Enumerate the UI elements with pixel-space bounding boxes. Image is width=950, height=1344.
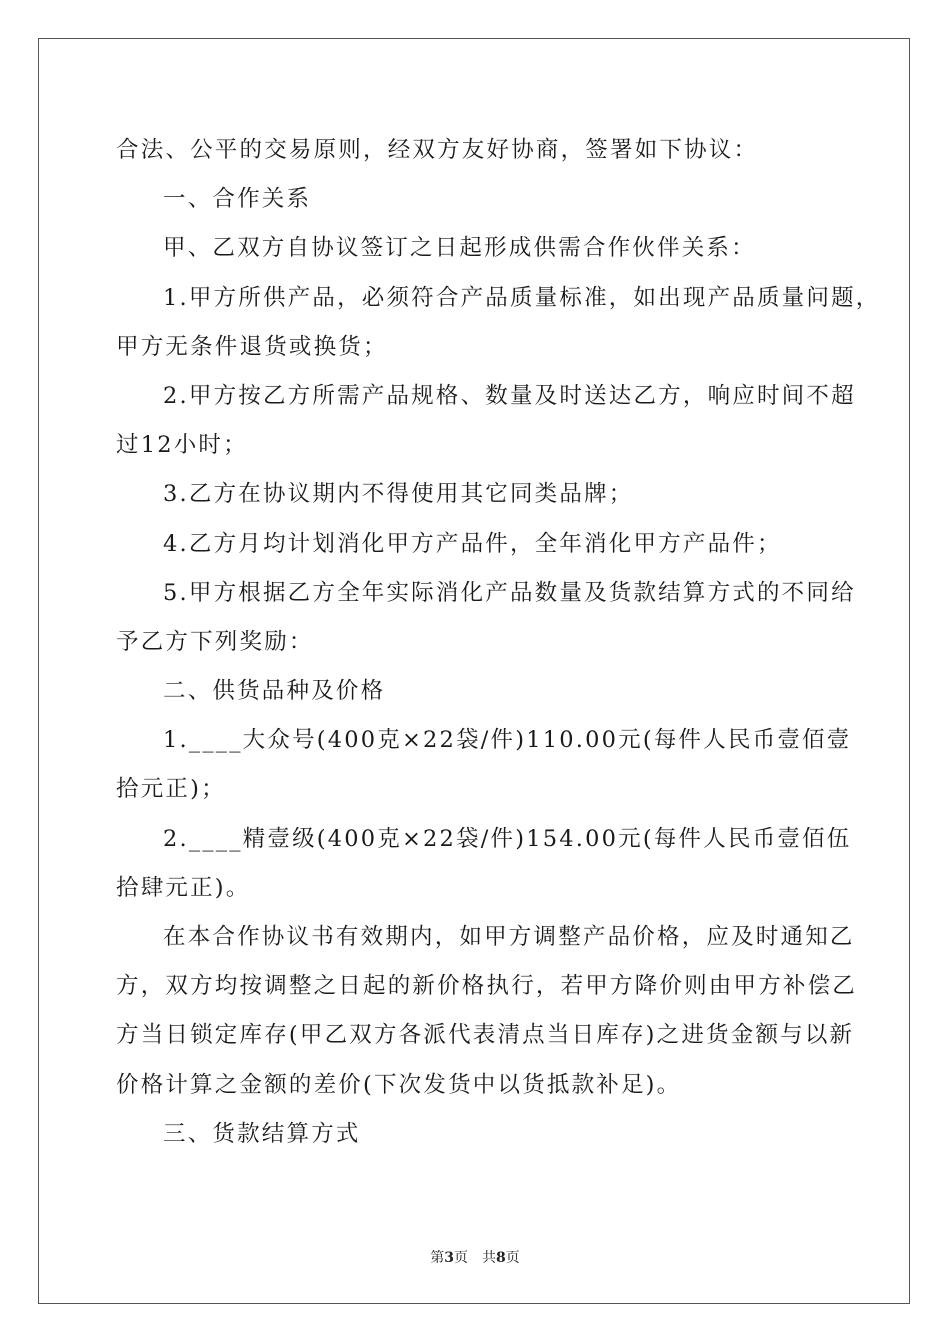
paragraph-line: 合法、公平的交易原则，经双方友好协商，签署如下协议： xyxy=(116,137,759,163)
section-heading: 一、合作关系 xyxy=(163,186,312,213)
list-item: 2.____精壹级(400克×22袋/件)154.00元(每件人民币壹佰伍 xyxy=(163,825,852,852)
paragraph-line: 予乙方下列奖励： xyxy=(116,628,314,655)
list-item: 2.甲方按乙方所需产品规格、数量及时送达乙方，响应时间不超 xyxy=(163,382,856,409)
list-item: 1.____大众号(400克×22袋/件)110.00元(每件人民币壹佰壹 xyxy=(163,727,852,754)
paragraph-line: 拾肆元正)。 xyxy=(116,874,251,901)
page-footer xyxy=(0,1247,950,1267)
list-item: 5.甲方根据乙方全年实际消化产品数量及货款结算方式的不同给 xyxy=(163,579,856,606)
paragraph-line: 方，双方均按调整之日起的新价格执行，若甲方降价则由甲方补偿乙 xyxy=(116,973,858,1000)
paragraph-line: 在本合作协议书有效期内，如甲方调整产品价格，应及时通知乙 xyxy=(163,924,855,950)
paragraph-line: 甲、乙双方自协议签订之日起形成供需合作伙伴关系： xyxy=(163,235,756,262)
list-item: 4.乙方月均计划消化甲方产品件，全年消化甲方产品件； xyxy=(163,530,782,557)
page-total-suffix: 页 xyxy=(505,1250,520,1266)
section-heading: 三、货款结算方式 xyxy=(163,1120,361,1147)
page-number-suffix: 页 xyxy=(454,1250,468,1266)
paragraph-line: 过12小时； xyxy=(116,432,248,459)
paragraph-line: 拾元正)； xyxy=(116,776,226,803)
list-item: 3.乙方在协议期内不得使用其它同类品牌； xyxy=(163,481,634,508)
page-number-prefix: 第 xyxy=(430,1250,445,1266)
document-body xyxy=(116,126,881,1159)
list-item: 1.甲方所供产品，必须符合产品质量标准，如出现产品质量问题， xyxy=(163,284,881,311)
paragraph-line: 方当日锁定库存(甲乙双方各派代表清点当日库存)之进货金额与以新 xyxy=(116,1022,855,1049)
paragraph-line: 价格计算之金额的差价(下次发货中以货抵款补足)。 xyxy=(116,1071,682,1098)
page-number-current: 3 xyxy=(444,1250,454,1266)
section-heading: 二、供货品种及价格 xyxy=(163,678,386,705)
page-total-count: 8 xyxy=(496,1250,506,1266)
page-total-prefix: 共 xyxy=(482,1250,496,1266)
paragraph-line: 甲方无条件退货或换货； xyxy=(116,333,388,360)
